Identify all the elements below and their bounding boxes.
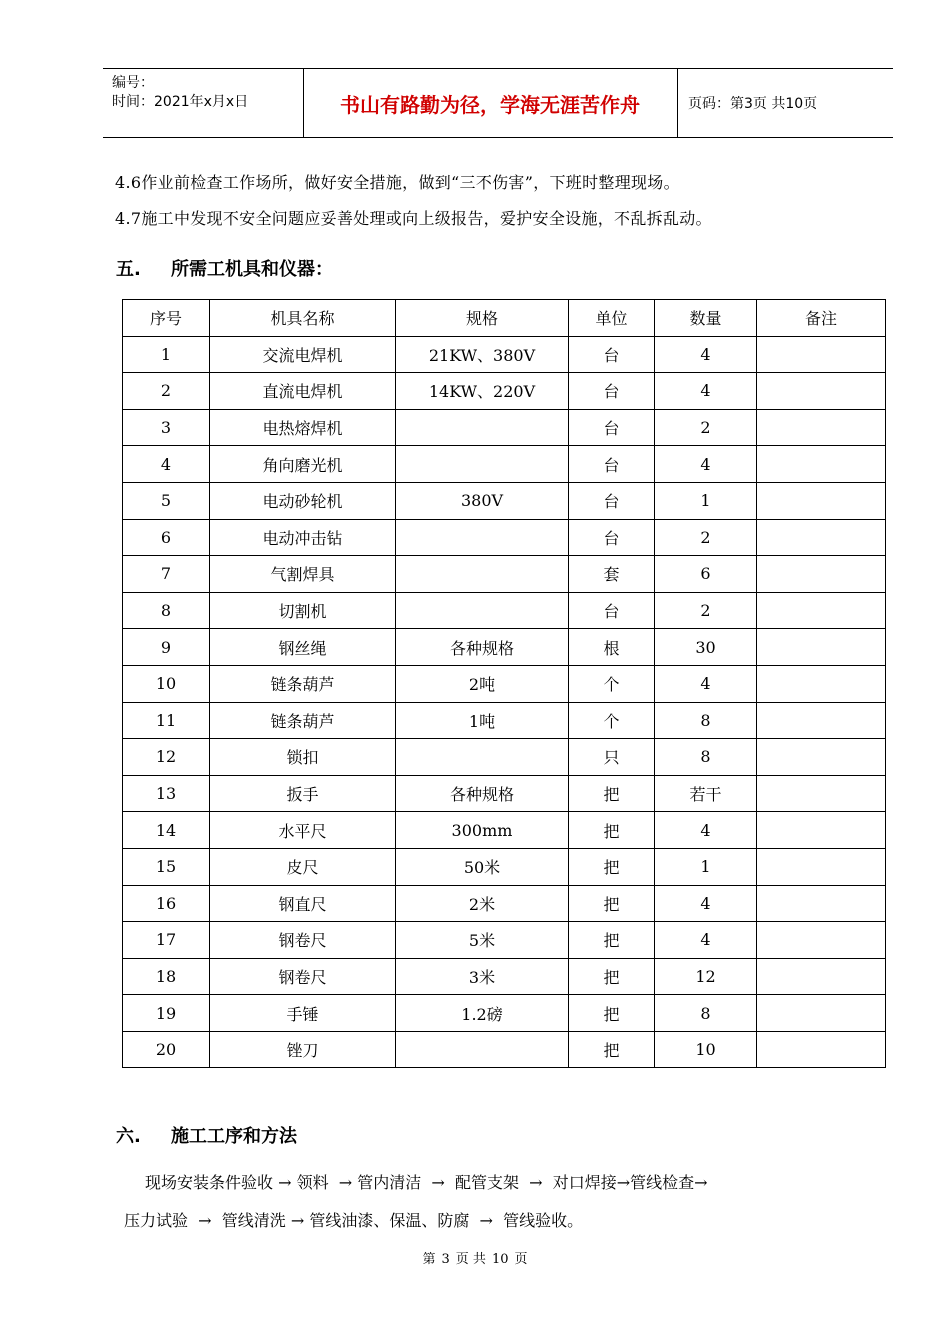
- footer-prefix: 第: [422, 1252, 436, 1267]
- cell-unit: 只: [569, 739, 655, 776]
- cell-name: 交流电焊机: [210, 336, 396, 373]
- cell-remark: [757, 665, 886, 702]
- cell-qty: 12: [655, 958, 757, 995]
- cell-remark: [757, 446, 886, 483]
- cell-name: 链条葫芦: [210, 702, 396, 739]
- header-cell: 机具名称: [210, 300, 396, 337]
- cell-index: 14: [123, 812, 210, 849]
- header-meta: [103, 69, 304, 137]
- cell-spec: 5米: [396, 922, 569, 959]
- cell-qty: 4: [655, 446, 757, 483]
- table-row: [123, 519, 886, 556]
- cell-qty: 10: [655, 1031, 757, 1068]
- cell-name: 直流电焊机: [210, 373, 396, 410]
- footer-suffix: 页: [514, 1252, 528, 1267]
- cell-spec: 21KW、380V: [396, 336, 569, 373]
- cell-remark: [757, 922, 886, 959]
- cell-remark: [757, 739, 886, 776]
- cell-index: 12: [123, 739, 210, 776]
- table-row: [123, 665, 886, 702]
- cell-index: 10: [123, 665, 210, 702]
- header-motto: 书山有路勤为径，学海无涯苦作舟: [303, 69, 678, 137]
- header-cell: 规格: [396, 300, 569, 337]
- cell-name: 电热熔焊机: [210, 409, 396, 446]
- cell-qty: 1: [655, 482, 757, 519]
- cell-index: 11: [123, 702, 210, 739]
- table-row: [123, 336, 886, 373]
- cell-qty: 若干: [655, 775, 757, 812]
- cell-qty: 2: [655, 592, 757, 629]
- cell-remark: [757, 592, 886, 629]
- cell-index: 4: [123, 446, 210, 483]
- table-row: [123, 702, 886, 739]
- cell-index: 16: [123, 885, 210, 922]
- cell-remark: [757, 373, 886, 410]
- cell-remark: [757, 775, 886, 812]
- equipment-table: [122, 299, 886, 1068]
- cell-qty: 4: [655, 885, 757, 922]
- table-body: [123, 336, 886, 1068]
- cell-name: 扳手: [210, 775, 396, 812]
- cell-spec: 2米: [396, 885, 569, 922]
- cell-index: 2: [123, 373, 210, 410]
- cell-qty: 4: [655, 373, 757, 410]
- cell-spec: 1.2磅: [396, 995, 569, 1032]
- cell-name: 钢卷尺: [210, 958, 396, 995]
- cell-unit: 个: [569, 702, 655, 739]
- cell-name: 气割焊具: [210, 556, 396, 593]
- cell-spec: [396, 519, 569, 556]
- cell-qty: 8: [655, 702, 757, 739]
- cell-index: 9: [123, 629, 210, 666]
- cell-unit: 套: [569, 556, 655, 593]
- cell-unit: 根: [569, 629, 655, 666]
- cell-remark: [757, 482, 886, 519]
- cell-spec: 380V: [396, 482, 569, 519]
- cell-index: 17: [123, 922, 210, 959]
- section-5-number: 五.: [116, 259, 141, 280]
- cell-qty: 4: [655, 336, 757, 373]
- cell-spec: 14KW、220V: [396, 373, 569, 410]
- cell-unit: 把: [569, 995, 655, 1032]
- cell-unit: 把: [569, 958, 655, 995]
- header-cell: 数量: [655, 300, 757, 337]
- cell-remark: [757, 556, 886, 593]
- cell-spec: [396, 592, 569, 629]
- cell-spec: 各种规格: [396, 775, 569, 812]
- cell-spec: 各种规格: [396, 629, 569, 666]
- page-footer: [0, 1248, 950, 1267]
- cell-remark: [757, 519, 886, 556]
- cell-qty: 4: [655, 812, 757, 849]
- cell-remark: [757, 336, 886, 373]
- cell-remark: [757, 629, 886, 666]
- cell-index: 8: [123, 592, 210, 629]
- cell-unit: 台: [569, 373, 655, 410]
- cell-unit: 把: [569, 812, 655, 849]
- cell-unit: 台: [569, 409, 655, 446]
- cell-spec: 3米: [396, 958, 569, 995]
- section-5-title: 所需工机具和仪器：: [171, 259, 333, 280]
- cell-unit: 台: [569, 336, 655, 373]
- paragraph-4-6: 4.6作业前检查工作场所，做好安全措施，做到“三不伤害”，下班时整理现场。: [115, 173, 680, 192]
- cell-qty: 6: [655, 556, 757, 593]
- header-cell: 序号: [123, 300, 210, 337]
- cell-remark: [757, 995, 886, 1032]
- cell-qty: 8: [655, 739, 757, 776]
- table-row: [123, 373, 886, 410]
- table-row: [123, 922, 886, 959]
- table-row: [123, 482, 886, 519]
- cell-qty: 2: [655, 409, 757, 446]
- footer-middle: 页 共: [455, 1252, 486, 1267]
- table-row: [123, 629, 886, 666]
- cell-index: 3: [123, 409, 210, 446]
- cell-unit: 台: [569, 482, 655, 519]
- cell-spec: [396, 446, 569, 483]
- cell-index: 13: [123, 775, 210, 812]
- table-row: [123, 446, 886, 483]
- table-row: [123, 775, 886, 812]
- section-6-number: 六.: [116, 1126, 141, 1147]
- cell-index: 15: [123, 848, 210, 885]
- cell-remark: [757, 409, 886, 446]
- cell-name: 皮尺: [210, 848, 396, 885]
- cell-remark: [757, 958, 886, 995]
- cell-name: 切割机: [210, 592, 396, 629]
- cell-name: 手锤: [210, 995, 396, 1032]
- table-row: [123, 848, 886, 885]
- table-row: [123, 556, 886, 593]
- table-row: [123, 995, 886, 1032]
- cell-spec: 50米: [396, 848, 569, 885]
- number-label: 编号：: [112, 75, 154, 91]
- cell-name: 电动砂轮机: [210, 482, 396, 519]
- cell-unit: 把: [569, 922, 655, 959]
- cell-remark: [757, 702, 886, 739]
- cell-index: 1: [123, 336, 210, 373]
- date-label: 时间：2021年x月x日: [112, 94, 249, 110]
- cell-remark: [757, 885, 886, 922]
- process-flow-line-1: 现场安装条件验收 → 领料 → 管内清洁 → 配管支架 → 对口焊接→管线检查→: [145, 1173, 708, 1192]
- section-5-heading: [116, 255, 333, 281]
- table-row: [123, 739, 886, 776]
- paragraph-4-7: 4.7施工中发现不安全问题应妥善处理或向上级报告，爱护安全设施，不乱拆乱动。: [115, 209, 712, 228]
- cell-qty: 8: [655, 995, 757, 1032]
- cell-qty: 1: [655, 848, 757, 885]
- header-cell: 备注: [757, 300, 886, 337]
- table-row: [123, 409, 886, 446]
- cell-remark: [757, 812, 886, 849]
- cell-index: 6: [123, 519, 210, 556]
- cell-index: 20: [123, 1031, 210, 1068]
- cell-spec: [396, 1031, 569, 1068]
- cell-name: 钢丝绳: [210, 629, 396, 666]
- cell-index: 7: [123, 556, 210, 593]
- cell-spec: 2吨: [396, 665, 569, 702]
- cell-spec: 1吨: [396, 702, 569, 739]
- table-row: [123, 885, 886, 922]
- cell-index: 5: [123, 482, 210, 519]
- cell-remark: [757, 1031, 886, 1068]
- cell-name: 锉刀: [210, 1031, 396, 1068]
- cell-index: 19: [123, 995, 210, 1032]
- cell-unit: 个: [569, 665, 655, 702]
- footer-total-pages: 10: [491, 1252, 509, 1267]
- cell-unit: 把: [569, 848, 655, 885]
- table-row: [123, 592, 886, 629]
- cell-name: 水平尺: [210, 812, 396, 849]
- cell-name: 钢直尺: [210, 885, 396, 922]
- cell-name: 链条葫芦: [210, 665, 396, 702]
- cell-unit: 把: [569, 1031, 655, 1068]
- cell-spec: 300mm: [396, 812, 569, 849]
- section-6-heading: [116, 1122, 297, 1148]
- section-6-title: 施工工序和方法: [171, 1126, 297, 1147]
- cell-name: 角向磨光机: [210, 446, 396, 483]
- cell-unit: 把: [569, 885, 655, 922]
- header-page-label: 页码：第3页 共10页: [688, 96, 818, 112]
- cell-remark: [757, 848, 886, 885]
- cell-qty: 30: [655, 629, 757, 666]
- cell-name: 电动冲击钻: [210, 519, 396, 556]
- table-row: [123, 958, 886, 995]
- cell-name: 锁扣: [210, 739, 396, 776]
- cell-qty: 2: [655, 519, 757, 556]
- cell-qty: 4: [655, 922, 757, 959]
- process-flow-line-2: 压力试验 → 管线清洗 → 管线油漆、保温、防腐 → 管线验收。: [124, 1211, 584, 1230]
- cell-spec: [396, 556, 569, 593]
- table-row: [123, 1031, 886, 1068]
- footer-current-page: 3: [441, 1252, 450, 1267]
- cell-index: 18: [123, 958, 210, 995]
- cell-spec: [396, 409, 569, 446]
- table-header-row: [123, 300, 886, 337]
- header-cell: 单位: [569, 300, 655, 337]
- cell-unit: 台: [569, 592, 655, 629]
- table-row: [123, 812, 886, 849]
- page-header: [103, 68, 893, 138]
- cell-unit: 台: [569, 519, 655, 556]
- cell-name: 钢卷尺: [210, 922, 396, 959]
- cell-unit: 台: [569, 446, 655, 483]
- cell-unit: 把: [569, 775, 655, 812]
- cell-spec: [396, 739, 569, 776]
- cell-qty: 4: [655, 665, 757, 702]
